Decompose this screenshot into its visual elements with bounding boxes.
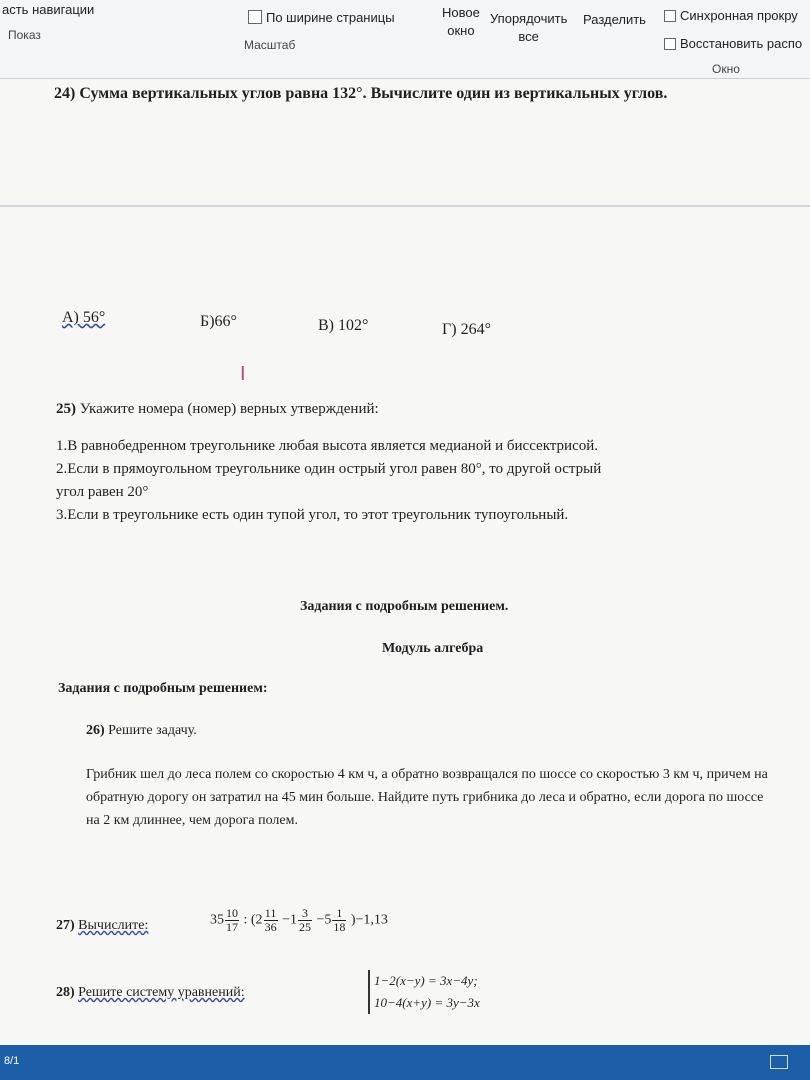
new-window-label-2: окно xyxy=(447,23,475,38)
sync-scroll-button[interactable] xyxy=(664,8,798,23)
q24-answer-c: В) 102° xyxy=(318,317,369,334)
subsection-heading: Задания с подробным решением: xyxy=(58,681,268,696)
q27-label: Вычислите: xyxy=(78,918,149,933)
status-page-label: 8/1 xyxy=(4,1055,20,1067)
q25-text: Укажите номера (номер) верных утверждений: xyxy=(79,401,379,417)
q27-fraction-3 xyxy=(298,907,312,934)
reset-position-label: Восстановить распо xyxy=(680,36,803,51)
window-group-label: Окно xyxy=(712,62,740,76)
q28-equation-1: 1−2(x−y) = 3x−4y; xyxy=(374,973,478,988)
page-width-button[interactable] xyxy=(248,10,395,25)
ribbon xyxy=(0,0,810,79)
section-heading: Задания с подробным решением. xyxy=(300,599,509,614)
q27-fraction-2 xyxy=(264,907,278,934)
arrange-all-button[interactable] xyxy=(490,10,567,46)
text-cursor-icon: I xyxy=(240,363,246,385)
q26-title: Решите задачу. xyxy=(108,723,197,738)
q27-question xyxy=(56,918,148,934)
q27-den-3: 25 xyxy=(298,920,311,934)
q27-den-1: 17 xyxy=(226,920,238,934)
q27-num-3: 3 xyxy=(298,907,312,921)
q27-tail: )−1,13 xyxy=(350,912,388,928)
page-break-line xyxy=(0,205,810,207)
q26-question xyxy=(86,723,197,739)
q28-equation-2: 10−4(x+y) = 3y−3x xyxy=(374,995,480,1010)
new-window-label-1: Новое xyxy=(442,5,480,20)
page-width-icon xyxy=(248,10,262,24)
q27-number: 27) xyxy=(56,918,75,933)
q24-answer-d: Г) 264° xyxy=(442,321,491,338)
reset-position-icon xyxy=(664,38,676,50)
q27-fraction-1 xyxy=(225,907,239,934)
q27-den-4: 18 xyxy=(333,920,346,934)
q28-system xyxy=(368,970,480,1014)
q26-number: 26) xyxy=(86,723,105,738)
q28-number: 28) xyxy=(56,985,75,1000)
arrange-all-label-2: все xyxy=(518,29,539,44)
q24-text: Сумма вертикальных углов равна 132°. Вычислите один из вертикальных углов. xyxy=(79,85,668,102)
q27-num-2: 11 xyxy=(264,906,277,920)
q24-question xyxy=(54,85,667,103)
q24-answer-a: А) 56° xyxy=(62,309,106,326)
q25-statement-1: 1.В равнобедренном треугольнике любая высота является медианой и биссектрисой. xyxy=(56,438,598,454)
zoom-group-label: Масштаб xyxy=(244,38,296,52)
q27-op-2: −1 xyxy=(282,912,297,928)
page-width-label: По ширине страницы xyxy=(266,10,395,25)
q26-text: Грибник шел до леса полем со скоростью 4 км ч, а обратно возвращался по шоссе со скоростью 3 км ч, причем на обратную дорогу он затратил на 45 мин больше. Найдите путь грибника до леса и обратно, если дорога по шоссе на 2 км длиннее, чем дорога полем. xyxy=(86,767,768,828)
view-mode-icon[interactable] xyxy=(770,1055,788,1069)
module-heading: Модуль алгебра xyxy=(382,641,484,656)
q24-answer-b: Б)66° xyxy=(200,313,237,330)
reset-position-button[interactable] xyxy=(664,36,802,51)
q25-statement-2: 2.Если в прямоугольном треугольнике один острый угол равен 80°, то другой острый xyxy=(56,461,602,477)
q27-fraction-4 xyxy=(332,907,346,934)
q27-whole-1: 35 xyxy=(210,912,224,928)
split-button[interactable]: Разделить xyxy=(583,12,646,27)
status-bar xyxy=(0,1045,810,1080)
q25-number: 25) xyxy=(56,401,76,417)
document-page[interactable] xyxy=(0,79,810,1045)
q25-question xyxy=(56,401,379,418)
q27-num-4: 1 xyxy=(332,907,346,921)
q24-number: 24) xyxy=(54,85,76,102)
q27-op-3: −5 xyxy=(316,912,332,928)
q25-statement-2-cont: угол равен 20° xyxy=(56,484,149,500)
arrange-all-label-1: Упорядочить xyxy=(490,11,568,26)
q25-statement-3: 3.Если в треугольнике есть один тупой угол, то этот треугольник тупоугольный. xyxy=(56,507,569,523)
q27-num-1: 10 xyxy=(226,906,238,920)
q25-statements xyxy=(56,435,776,527)
q27-op-1: : (2 xyxy=(243,912,263,928)
q28-question xyxy=(56,985,245,1001)
q28-label: Решите систему уравнений: xyxy=(78,985,245,1000)
sync-scroll-icon xyxy=(664,10,676,22)
q27-expression xyxy=(210,907,388,934)
new-window-button[interactable] xyxy=(442,4,480,40)
q27-den-2: 36 xyxy=(264,920,277,934)
sync-scroll-label: Синхронная прокру xyxy=(680,8,798,23)
show-group-label: Показ xyxy=(8,28,41,42)
navigation-pane-checkbox[interactable]: асть навигации xyxy=(2,2,95,17)
